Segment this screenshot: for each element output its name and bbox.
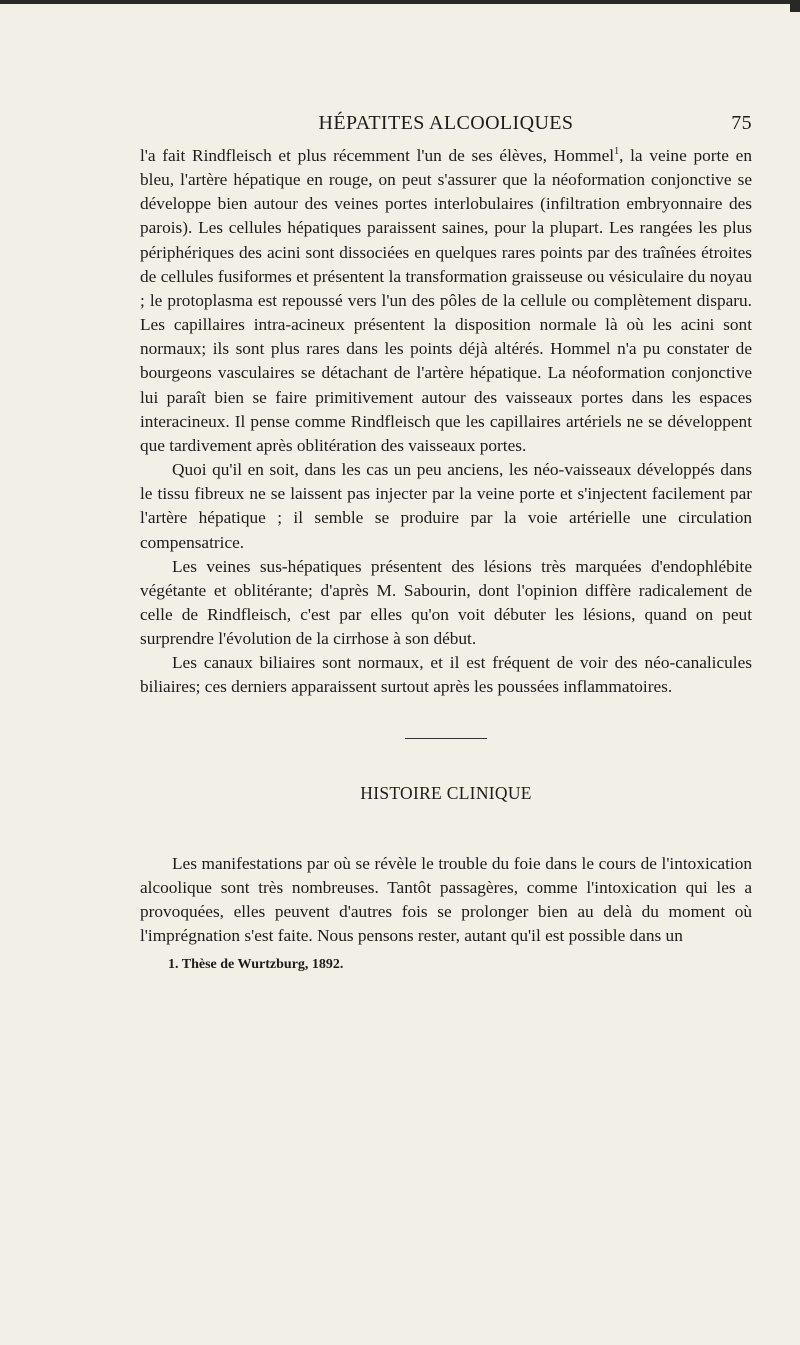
footnote-reference: 1 — [614, 146, 620, 158]
footnote: 1. Thèse de Wurtzburg, 1892. — [168, 957, 344, 973]
page-number: 75 — [731, 112, 752, 134]
paragraph-text-after-note: , la veine porte en bleu, l'artère hépatique en rouge, on peut s'assurer que la néoformation conjonctive se développe bien autour des veines portes interlobulaires (infiltration embryonnaire des parois). Les cellules hépatiques paraissent saines, pour la plupart. Les rangées les plus périphériques des acini sont dissociées en quelques rares points par des traînées étroites de cellules fusiformes et présentent la transformation graisseuse ou vésiculaire du noyau ; le protoplasma est repoussé vers l'un des pôles de la cellule ou complètement disparu. Les capillaires intra-acineux présentent la disposition normale là où les acini sont normaux; ils sont plus rares dans les points déjà altérés. Hommel n'a pu constater de bourgeons vasculaires se détachant de l'artère hépatique. La néoformation conjonctive lui paraît bien se faire primitivement autour des vaisseaux portes dans les espaces interacineux. Il pense comme Rindfleisch que les capillaires artériels ne se développent que tardivement après oblitération des vaisseaux portes. — [140, 146, 752, 455]
page-corner-mark — [790, 0, 800, 12]
paragraph-text-before-note: l'a fait Rindfleisch et plus récemment l'un de ses élèves, Hommel — [140, 146, 615, 165]
paragraph-histoire-clinique: Les manifestations par où se révèle le trouble du foie dans le cours de l'intoxication alcoolique sont très nombreuses. Tantôt passagères, comme l'intoxication qui les a provoquées, elles peuvent d'autres fois se prolonger bien au delà du moment où l'imprégnation s'est faite. Nous pensons rester, autant qu'il est possible dans un — [140, 853, 752, 946]
paragraph-canaux-biliaires: Les canaux biliaires sont normaux, et il est fréquent de voir des néo-canalicules biliaires; ces derniers apparaissent surtout après les poussées inflammatoires. — [140, 653, 752, 697]
page-top-edge — [0, 0, 800, 4]
paragraph-sus-hepatiques: Les veines sus-hépatiques présentent des lésions très marquées d'endophlébite végétante et oblitérante; d'après M. Sabourin, dont l'opinion diffère radicalement de celle de Rindfleisch, c'est par elles qu'on voit débuter les lésions, quand on peut surprendre l'évolution de la cirrhose à son début. — [140, 556, 752, 649]
body-text — [140, 144, 752, 700]
paragraph-injections: Quoi qu'il en soit, dans les cas un peu anciens, les néo-vaisseaux développés dans le tissu fibreux ne se laissent pas injecter par la veine porte et s'injectent facilement par l'artère hépatique ; il semble se produire par la voie artérielle une circulation compensatrice. — [140, 460, 752, 552]
running-head — [140, 112, 752, 142]
section-title: HISTOIRE CLINIQUE — [360, 782, 532, 803]
section-divider — [405, 738, 487, 739]
book-page — [140, 112, 752, 974]
paragraph-continuation — [140, 144, 752, 458]
running-title: HÉPATITES ALCOOLIQUES — [318, 112, 574, 134]
